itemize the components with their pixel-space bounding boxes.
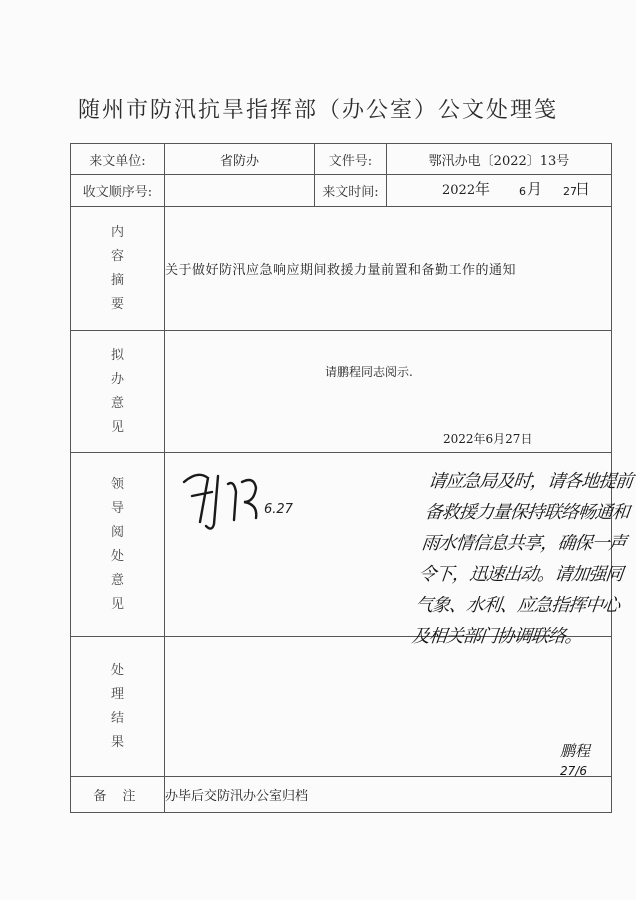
sender-value: 省防办 xyxy=(165,144,315,175)
remark-label: 备 注 xyxy=(71,777,165,813)
result-cell xyxy=(165,637,612,777)
seq-label: 收文顺序号: xyxy=(71,175,165,207)
sender-label: 来文单位: xyxy=(71,144,165,175)
row-receipt xyxy=(71,175,612,207)
row-summary xyxy=(71,207,612,331)
month-value: 6 xyxy=(519,185,526,198)
receipt-date xyxy=(387,175,612,207)
summary-text: 关于做好防汛应急响应期间救援力量前置和备勤工作的通知 xyxy=(165,207,612,331)
seq-value xyxy=(165,175,315,207)
leader-signature xyxy=(178,462,318,542)
proposal-label: 拟 办 意 见 xyxy=(71,331,165,453)
leader-label: 领 导 阅 处 意 见 xyxy=(71,453,165,637)
row-remark xyxy=(71,777,612,813)
month-unit: 月 xyxy=(527,180,543,198)
leader-signature-date: 6.27 xyxy=(264,502,293,517)
leader-instructions: 请应急局及时，请各地提前备救援力量保持联络畅通和雨水情信息共享，确保一声令下，迅速出动。请加强同气象、水利、应急指挥中心及相关部门协调联络。 xyxy=(410,471,634,647)
row-sender xyxy=(71,144,612,175)
proposal-date: 2022年6月27日 xyxy=(443,432,533,446)
year-unit: 年 xyxy=(475,180,491,198)
instruction-date: 27/6 xyxy=(560,764,587,778)
summary-label: 内 容 摘 要 xyxy=(71,207,165,331)
year-value: 2022 xyxy=(442,183,476,198)
result-label: 处 理 结 果 xyxy=(71,637,165,777)
remark-text: 办毕后交防汛办公室归档 xyxy=(165,777,612,813)
row-result xyxy=(71,637,612,777)
signature-scribble xyxy=(178,462,318,542)
time-label: 来文时间: xyxy=(315,175,387,207)
page-title: 随州市防汛抗旱指挥部（办公室）公文处理笺 xyxy=(77,98,558,123)
proposal-text: 请鹏程同志阅示. xyxy=(325,365,413,379)
doc-no-label: 文件号: xyxy=(315,144,387,175)
instruction-signer xyxy=(560,740,590,779)
instruction-signer-name: 鹏程 xyxy=(560,742,591,760)
day-value: 27 xyxy=(563,185,577,198)
proposal-cell xyxy=(165,331,612,453)
row-proposal xyxy=(71,331,612,453)
day-unit: 日 xyxy=(575,180,591,198)
doc-no-value: 鄂汛办电〔2022〕13号 xyxy=(387,144,612,175)
